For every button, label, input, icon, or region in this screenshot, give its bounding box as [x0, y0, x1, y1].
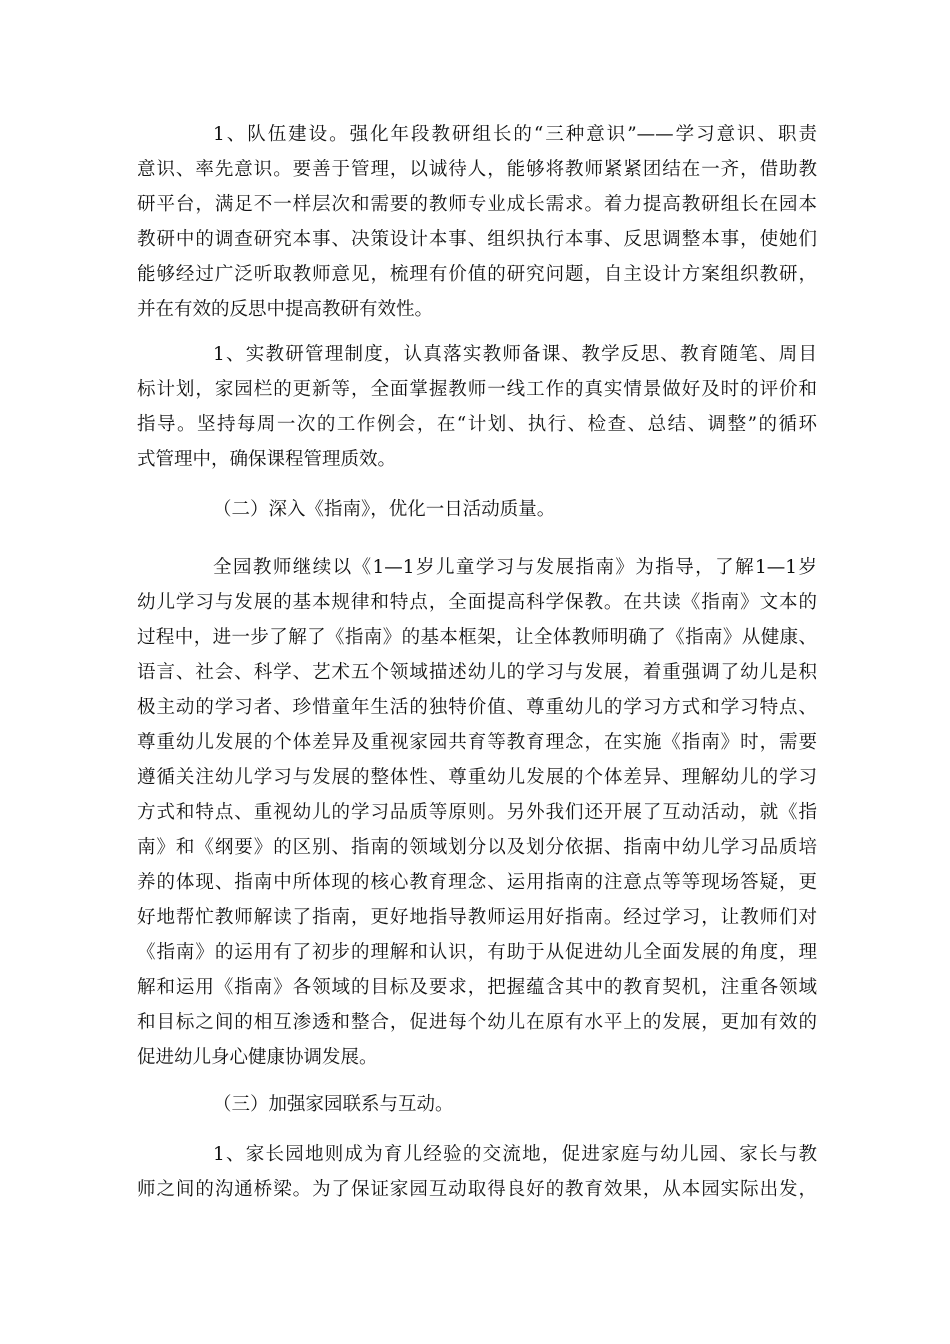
paragraph-2-line-3: 指导。坚持每周一次的工作例会，在“计划、执行、检查、总结、调整”的循环: [137, 414, 817, 435]
paragraph-4-line-2: 师之间的沟通桥梁。为了保证家园互动取得良好的教育效果，从本园实际出发，: [137, 1179, 817, 1200]
paragraph-1-line-6: 并在有效的反思中提高教研有效性。: [137, 299, 434, 320]
paragraph-1-line-1: 1、队伍建设。强化年段教研组长的“三种意识”——学习意识、职责: [213, 124, 817, 145]
paragraph-1-line-2: 意识、率先意识。要善于管理，以诚待人，能够将教师紧紧团结在一齐，借助教: [137, 159, 817, 180]
paragraph-3-line-15: 促进幼儿身心健康协调发展。: [137, 1047, 378, 1068]
paragraph-4-line-1: 1、家长园地则成为育儿经验的交流地，促进家庭与幼儿园、家长与教: [213, 1144, 817, 1165]
paragraph-3-line-1: 全园教师继续以《1—1岁儿童学习与发展指南》为指导，了解1—1岁: [213, 557, 817, 578]
paragraph-3-line-6: 尊重幼儿发展的个体差异及重视家园共育等教育理念，在实施《指南》时，需要: [137, 732, 817, 753]
paragraph-3-line-10: 养的体现、指南中所体现的核心教育理念、运用指南的注意点等等现场答疑，更: [137, 872, 817, 893]
paragraph-3-line-7: 遵循关注幼儿学习与发展的整体性、尊重幼儿发展的个体差异、理解幼儿的学习: [137, 767, 817, 788]
paragraph-3-line-12: 《指南》的运用有了初步的理解和认识，有助于从促进幼儿全面发展的角度，理: [137, 942, 817, 963]
paragraph-2-line-2: 标计划，家园栏的更新等，全面掌握教师一线工作的真实情景做好及时的评价和: [137, 379, 817, 400]
paragraph-3-line-13: 解和运用《指南》各领域的目标及要求，把握蕴含其中的教育契机，注重各领域: [137, 977, 817, 998]
section-heading-3: （三）加强家园联系与互动。: [213, 1094, 454, 1115]
paragraph-1-line-3: 研平台，满足不一样层次和需要的教师专业成长需求。着力提高教研组长在园本: [137, 194, 817, 215]
paragraph-3-line-11: 好地帮忙教师解读了指南，更好地指导教师运用好指南。经过学习，让教师们对: [137, 907, 817, 928]
paragraph-3-line-8: 方式和特点、重视幼儿的学习品质等原则。另外我们还开展了互动活动，就《指: [137, 802, 817, 823]
paragraph-3-line-2: 幼儿学习与发展的基本规律和特点，全面提高科学保教。在共读《指南》文本的: [137, 592, 817, 613]
paragraph-3-line-3: 过程中，进一步了解了《指南》的基本框架，让全体教师明确了《指南》从健康、: [137, 627, 817, 648]
paragraph-3-line-5: 极主动的学习者、珍惜童年生活的独特价值、尊重幼儿的学习方式和学习特点、: [137, 697, 817, 718]
paragraph-2-line-4: 式管理中，确保课程管理质效。: [137, 449, 397, 470]
paragraph-3-line-14: 和目标之间的相互渗透和整合，促进每个幼儿在原有水平上的发展，更加有效的: [137, 1012, 817, 1033]
paragraph-1-line-4: 教研中的调查研究本事、决策设计本事、组织执行本事、反思调整本事，使她们: [137, 229, 817, 250]
paragraph-2-line-1: 1、实教研管理制度，认真落实教师备课、教学反思、教育随笔、周目: [213, 344, 817, 365]
paragraph-3-line-4: 语言、社会、科学、艺术五个领域描述幼儿的学习与发展，着重强调了幼儿是积: [137, 662, 817, 683]
paragraph-3-line-9: 南》和《纲要》的区别、指南的领域划分以及划分依据、指南中幼儿学习品质培: [137, 837, 817, 858]
paragraph-1-line-5: 能够经过广泛听取教师意见，梳理有价值的研究问题，自主设计方案组织教研，: [137, 264, 817, 285]
section-heading-2: （二）深入《指南》，优化一日活动质量。: [213, 499, 556, 520]
